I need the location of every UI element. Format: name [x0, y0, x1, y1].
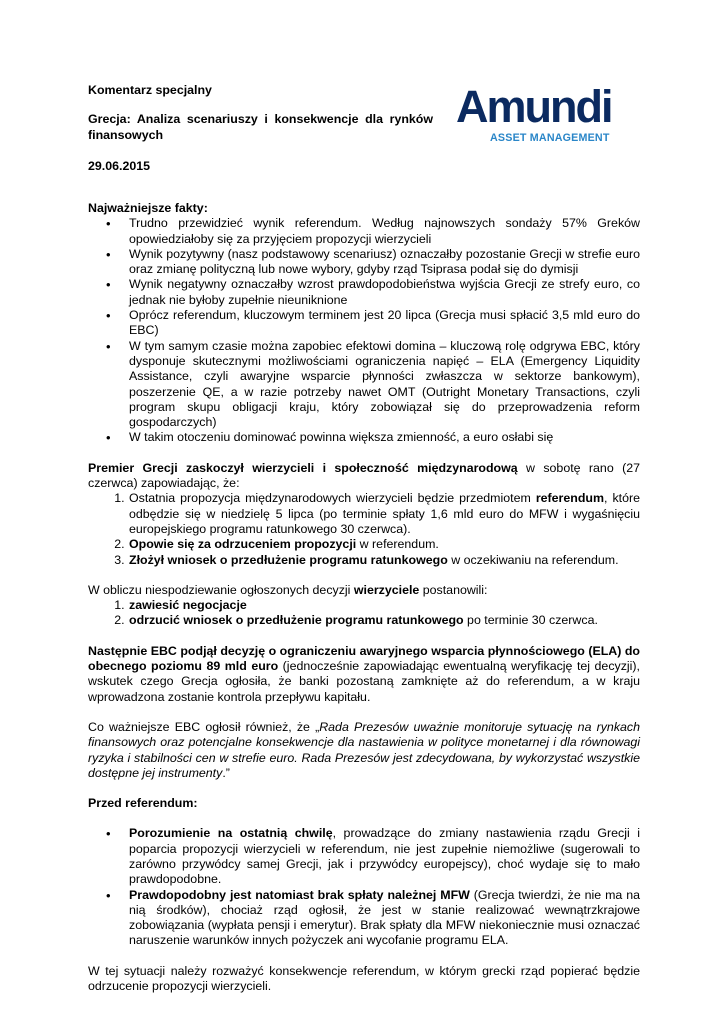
- facts-heading: Najważniejsze fakty:: [88, 201, 208, 215]
- premier-list: [88, 491, 640, 567]
- list-item: 1. Ostatnia propozycja międzynarodowych wierzycieli będzie przedmiotem referendum, które odbędzie się w niedzielę 5 lipca (po terminie spłaty 1,6 mld euro do MFW i wygaśnięciu europejskiego programu ratunkowego 30 czerwca).: [128, 491, 640, 537]
- list-item: 1. zawiesić negocjacje: [128, 598, 640, 613]
- list-item: • Wynik pozytywny (nasz podstawowy scenariusz) oznaczałby pozostanie Grecji w strefie euro oraz zmianę polityczną lub nowe wybory, gdyby rząd Tsiprasa podał się do dymisji: [128, 247, 640, 278]
- creditors-list: [88, 598, 640, 629]
- amundi-logo: [456, 81, 616, 146]
- document-body: [88, 201, 640, 994]
- logo-tagline: ASSET MANAGEMENT: [490, 132, 610, 144]
- list-item: 2. odrzucić wniosek o przedłużenie programu ratunkowego po terminie 30 czerwca.: [128, 613, 640, 628]
- closing-paragraph: W tej sytuacji należy rozważyć konsekwencje referendum, w którym grecki rząd popierać będzie odrzucenie propozycji wierzycieli.: [88, 963, 640, 994]
- list-item: • W tym samym czasie można zapobiec efektowi domina – kluczową rolę odgrywa EBC, który dysponuje skutecznymi możliwościami ograniczenia napięć – ELA (Emergency Liquidity Assistance, czyli awaryjne wsparcie płynności zwłaszcza w sektorze bankowym), poszerzenie QE, a w razie potrzeby nawet OMT (Outright Monetary Transactions, czyli program skupu obligacji kraju, który zobowiązał się do przeprowadzenia reform gospodarczych): [128, 339, 640, 431]
- document-title: Grecja: Analiza scenariuszy i konsekwencje dla rynków finansowych: [88, 112, 433, 142]
- logo-wordmark: Amundi: [456, 81, 612, 132]
- list-item: • Trudno przewidzieć wynik referendum. Według najnowszych sondaży 57% Greków opowiedziałoby się za przyjęciem propozycji wierzycieli: [128, 216, 640, 247]
- list-item: • Wynik negatywny oznaczałby wzrost prawdopodobieństwa wyjścia Grecji ze strefy euro, co jednak nie byłoby zupełnie nieuniknione: [128, 277, 640, 308]
- list-item: • W takim otoczeniu dominować powinna większa zmienność, a euro osłabi się: [128, 430, 640, 445]
- before-heading: Przed referendum:: [88, 796, 198, 811]
- list-item: • Prawdopodobny jest natomiast brak spłaty należnej MFW (Grecja twierdzi, że nie ma na nią środków), chociaż rząd ogłosił, że jest w stanie realizować wewnątrzkrajowe zobowiązania (wypłata pensji i emerytur). Brak spłaty dla MFW niekoniecznie musi oznaczać naruszenie warunków innych pożyczek ani wycofanie programu ELA.: [128, 888, 640, 949]
- creditors-paragraph: W obliczu niespodziewanie ogłoszonych decyzji wierzyciele postanowili:: [88, 582, 488, 597]
- list-item: 3. Złożył wniosek o przedłużenie programu ratunkowego w oczekiwaniu na referendum.: [128, 553, 640, 568]
- document-date: 29.06.2015: [88, 158, 151, 173]
- list-item: • Porozumienie na ostatnią chwilę, prowadzące do zmiany nastawienia rządu Grecji i poparcia propozycji wierzycieli w referendum, nie jest zupełnie niemożliwe (sugerowali to zarówno przywódcy samej Grecji, jak i przywódcy europejscy), choć wydaje się to mało prawdopodobne.: [128, 826, 640, 887]
- facts-list: [88, 216, 640, 445]
- document-header: [88, 83, 433, 174]
- ecb-paragraph: Następnie EBC podjął decyzję o ograniczeniu awaryjnego wsparcia płynnościowego (ELA) do obecnego poziomu 89 mld euro (jednocześnie zapowiadając ewentualną weryfikację tej decyzji), wskutek czego Grecja ogłosiła, że banki pozostaną zamknięte aż do referendum, a w kraju wprowadzona zostanie kontrola przepływu kapitału.: [88, 643, 640, 704]
- ecb-quote-paragraph: Co ważniejsze EBC ogłosił również, że „Rada Prezesów uważnie monitoruje sytuację na rynkach finansowych oraz potencjalne konsekwencje dla nastawienia w polityce monetarnej i dla równowagi ryzyka i stabilności cen w strefie euro. Rada Prezesów jest zdecydowana, by wykorzystać wszystkie dostępne jej instrumenty.”: [88, 719, 640, 780]
- list-item: 2. Opowie się za odrzuceniem propozycji w referendum.: [128, 537, 640, 552]
- document-label: Komentarz specjalny: [88, 83, 212, 97]
- list-item: • Oprócz referendum, kluczowym terminem jest 20 lipca (Grecja musi spłacić 3,5 mld euro do EBC): [128, 308, 640, 339]
- premier-paragraph: Premier Grecji zaskoczył wierzycieli i społeczność międzynarodową w sobotę rano (27 czerwca) zapowiadając, że:: [88, 460, 640, 491]
- before-list: [88, 826, 640, 948]
